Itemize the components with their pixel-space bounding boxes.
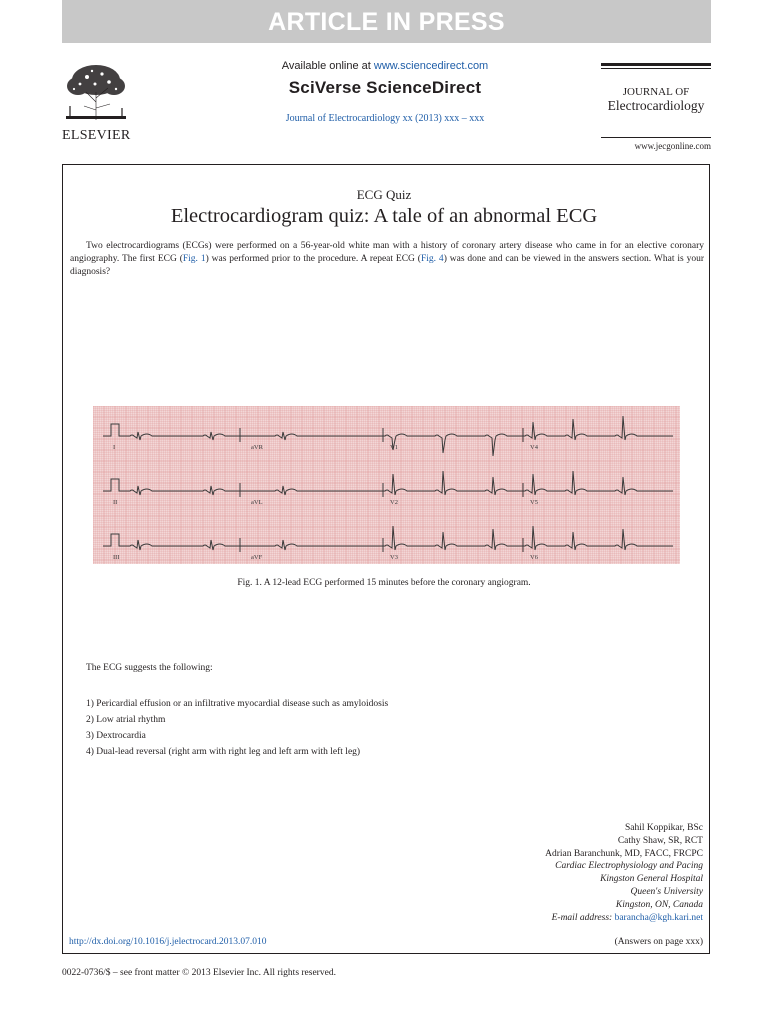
ecg-lead-label: V4 [530,444,538,451]
publisher-name: ELSEVIER [62,128,131,143]
email-link[interactable]: barancha@kgh.kari.net [614,912,703,923]
journal-header [200,60,570,124]
availability-prefix: Available online at [281,60,374,72]
ecg-lead-label: aVR [251,444,263,451]
figure-caption: Fig. 1. A 12-lead ECG performed 15 minutes before the coronary angiogram. [237,578,531,588]
ecg-lead-label: aVL [251,499,263,506]
answer-option-4: 4) Dual-lead reversal (right arm with right leg and left arm with left leg) [86,747,361,757]
masthead-rule-thin [601,68,711,69]
email-line [545,912,703,925]
article-title: Electrocardiogram quiz: A tale of an abnormal ECG [170,205,598,227]
author-affiliation: Kingston, ON, Canada [615,899,703,910]
answer-options [86,696,388,760]
journal-reference[interactable]: Journal of Electrocardiology xx (2013) xxx – xxx [285,113,485,124]
ecg-lead-label: III [113,554,120,561]
abstract-paragraph [70,240,704,279]
article-in-press-banner: ARTICLE IN PRESS [62,0,711,43]
ecg-lead-label: V5 [530,499,538,506]
ecg-lead-label: II [113,499,118,506]
ecg-lead-label: V1 [390,444,398,451]
journal-masthead [601,63,711,113]
answer-option-3: 3) Dextrocardia [86,731,146,741]
fig1-link[interactable]: Fig. 1 [182,254,206,264]
masthead-rule [601,63,711,66]
journal-name-line1: JOURNAL OF [622,86,690,98]
sciencedirect-link[interactable]: www.sciencedirect.com [373,60,489,72]
email-label: E-mail address: [551,912,615,923]
ecg-lead-label: V2 [390,499,398,506]
copyright-line: 0022-0736/$ – see front matter © 2013 Elsevier Inc. All rights reserved. [62,968,336,978]
abstract-text-1: Two electrocardiograms (ECGs) were performed on a 56-year-old white man with a history of coronary artery disease who came in for an elective coronary angiography. The first ECG ( [70,241,704,264]
author-block [545,822,703,924]
ecg-lead-label: I [113,444,116,451]
doi-link[interactable]: http://dx.doi.org/10.1016/j.jelectrocard.2013.07.010 [69,937,267,947]
author-name: Cathy Shaw, SR, RCT [617,835,703,846]
journal-name-line2: Electrocardiology [607,98,705,113]
abstract-text-3: ) was done and can be viewed in the answers section. What is your diagnosis? [70,254,704,277]
ecg-lead-label: V6 [530,554,538,561]
availability-line [200,60,570,72]
answer-option-1: 1) Pericardial effusion or an infiltrative myocardial disease such as amyloidosis [86,699,389,709]
ecg-lead-label: V3 [390,554,398,561]
journal-website[interactable]: www.jecgonline.com [634,141,711,151]
ecg-lead-label: aVF [251,554,263,561]
ecg-figure [93,406,680,564]
author-name: Sahil Koppikar, BSc [625,823,703,833]
elsevier-tree-icon [62,62,130,122]
masthead-bottom-rule [601,137,711,138]
abstract-text-2: ) was performed prior to the procedure. A repeat ECG ( [205,254,421,264]
author-affiliation: Kingston General Hospital [600,874,703,885]
author-name: Adrian Baranchunk, MD, FACC, FRCPC [545,848,703,859]
author-affiliation: Cardiac Electrophysiology and Pacing [555,861,703,872]
fig4-link[interactable]: Fig. 4 [420,254,444,264]
platform-name: SciVerse ScienceDirect [288,78,482,97]
question-intro: The ECG suggests the following: [86,663,213,673]
answer-option-2: 2) Low atrial rhythm [86,715,166,725]
section-label: ECG Quiz [356,187,412,202]
elsevier-logo [62,62,132,144]
author-affiliation: Queen's University [630,886,703,897]
answers-note: (Answers on page xxx) [614,937,703,947]
